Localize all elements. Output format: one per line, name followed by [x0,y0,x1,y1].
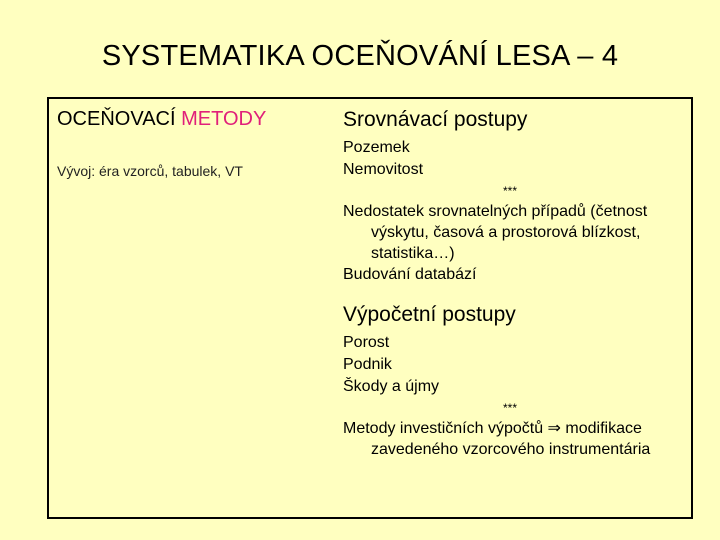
left-heading-prefix: OCEŇOVACÍ [57,108,182,130]
right-column [343,107,688,460]
slide-title: SYSTEMATIKA OCEŇOVÁNÍ LESA – 4 [101,40,619,72]
computational-separator: *** [503,401,518,415]
comparative-note: Budování databází [343,266,477,283]
computational-item: Podnik [343,356,392,373]
left-heading [57,108,266,131]
left-note: Vývoj: éra vzorců, tabulek, VT [57,163,243,179]
left-heading-accent: METODY [181,108,267,130]
comparative-note: Nedostatek srovnatelných případů (četnost výskytu, časová a prostorová blízkost, statistika…) [343,203,648,262]
comparative-item: Nemovitost [343,161,424,178]
computational-item: Porost [343,334,390,351]
comparative-separator: *** [503,184,518,198]
computational-note: Metody investičních výpočtů ⇒ modifikace zavedeného vzorcového instrumentária [343,420,651,458]
computational-item: Škody a újmy [343,378,440,395]
comparative-heading: Srovnávací postupy [343,108,528,131]
computational-heading: Výpočetní postupy [343,303,516,326]
comparative-item: Pozemek [343,139,410,156]
